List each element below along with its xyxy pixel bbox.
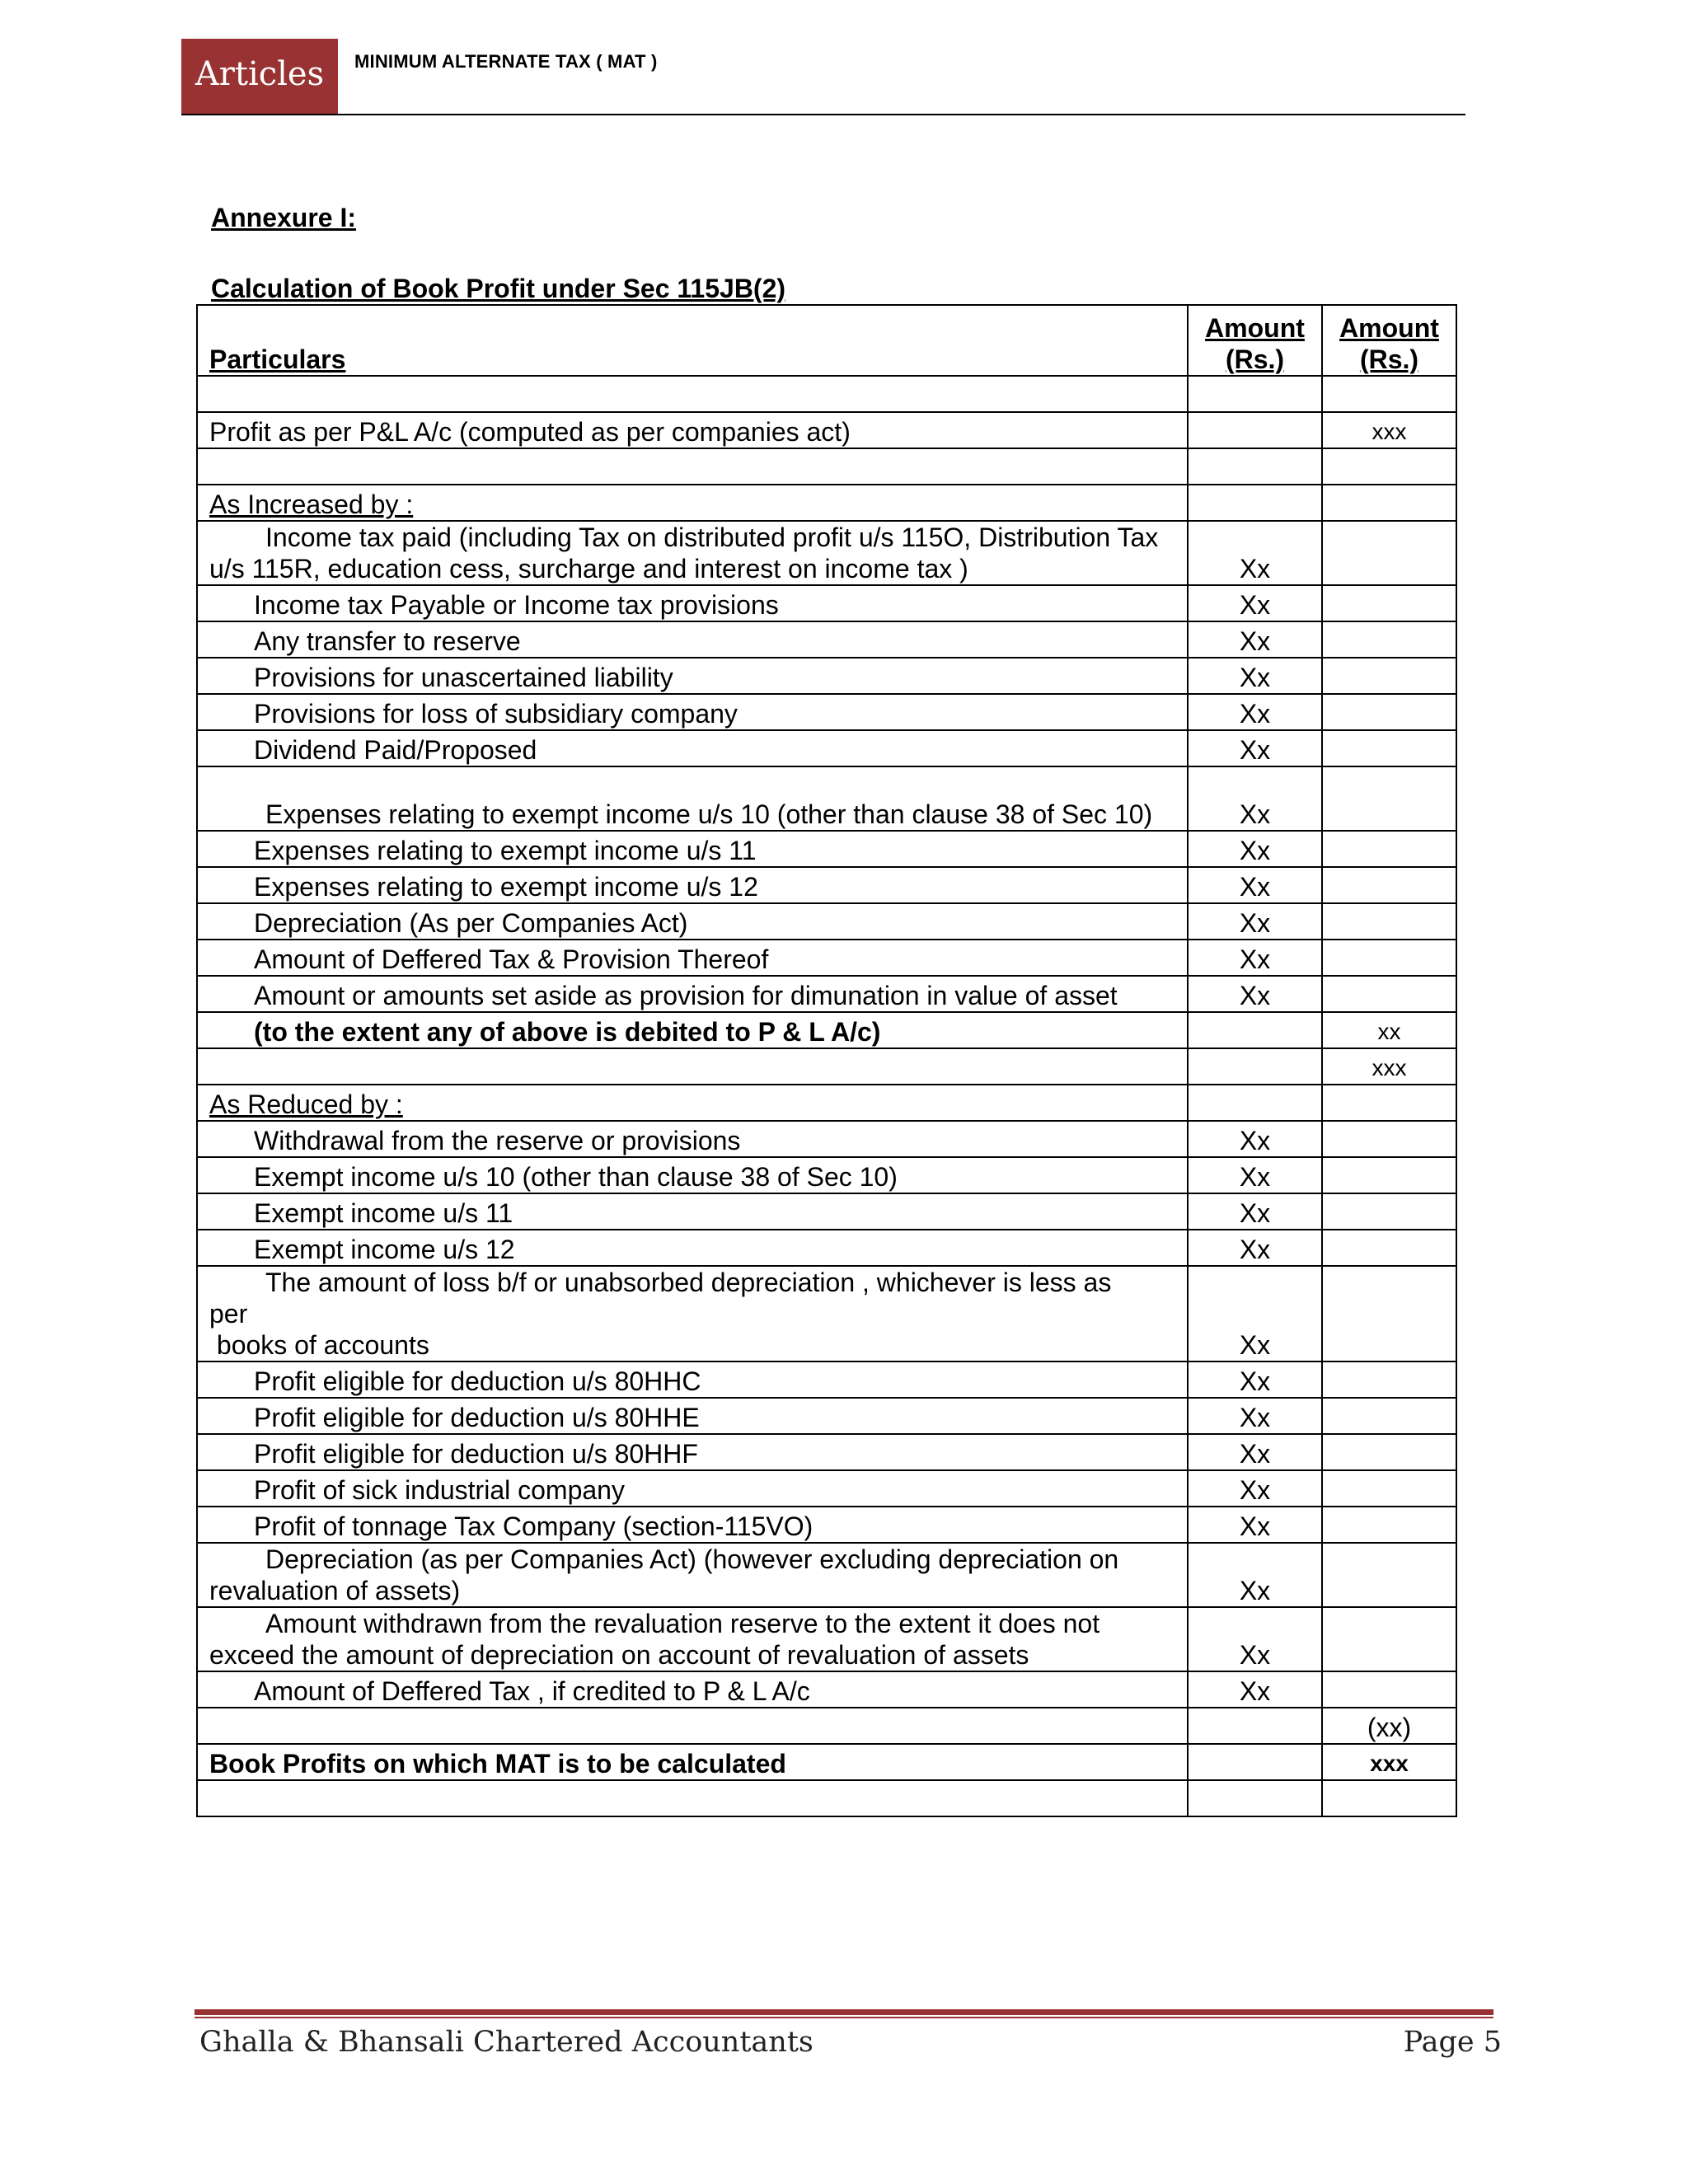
table-row — [197, 521, 1456, 585]
table-row — [197, 585, 1456, 621]
table-row — [197, 903, 1456, 940]
table-row — [197, 1361, 1456, 1398]
row-particulars: Expenses relating to exempt income u/s 12 — [197, 867, 1188, 903]
table-row — [197, 1048, 1456, 1085]
column-header-particulars: Particulars — [197, 305, 1188, 376]
table-header-row — [197, 305, 1456, 376]
row-amount-2 — [1322, 940, 1456, 976]
table-row — [197, 730, 1456, 766]
row-amount-2 — [1322, 1671, 1456, 1708]
row-amount-1: Xx — [1188, 1507, 1322, 1543]
table-row — [197, 376, 1456, 412]
row-amount-1: Xx — [1188, 766, 1322, 831]
row-amount-1: Xx — [1188, 1671, 1322, 1708]
row-particulars: Income tax Payable or Income tax provisions — [197, 585, 1188, 621]
row-amount-1: Xx — [1188, 1361, 1322, 1398]
row-amount-2 — [1322, 976, 1456, 1012]
row-amount-2 — [1322, 621, 1456, 658]
row-particulars: Dividend Paid/Proposed — [197, 730, 1188, 766]
row-amount-2 — [1322, 1193, 1456, 1230]
row-amount-2 — [1322, 585, 1456, 621]
row-amount-2 — [1322, 1607, 1456, 1671]
table-row — [197, 1607, 1456, 1671]
row-particulars: Amount of Deffered Tax & Provision Thereof — [197, 940, 1188, 976]
footer-divider-thin — [195, 2017, 1493, 2018]
row-amount-2: xx — [1322, 1012, 1456, 1048]
row-particulars: (to the extent any of above is debited to P & L A/c) — [197, 1012, 1188, 1048]
row-amount-2 — [1322, 658, 1456, 694]
row-amount-1: Xx — [1188, 694, 1322, 730]
table-row — [197, 1671, 1456, 1708]
row-amount-1 — [1188, 1048, 1322, 1085]
row-amount-1: Xx — [1188, 1434, 1322, 1470]
row-amount-1: Xx — [1188, 658, 1322, 694]
row-particulars-line-3: books of accounts — [209, 1330, 429, 1360]
section-heading-reduced: As Reduced by : — [197, 1085, 1188, 1121]
row-amount-1: Xx — [1188, 940, 1322, 976]
row-amount-1: Xx — [1188, 730, 1322, 766]
row-amount-1 — [1188, 485, 1322, 521]
row-particulars — [197, 448, 1188, 485]
header-title: MINIMUM ALTERNATE TAX ( MAT ) — [354, 51, 658, 72]
row-amount-2 — [1322, 1157, 1456, 1193]
row-amount-1 — [1188, 412, 1322, 448]
row-amount-2 — [1322, 730, 1456, 766]
row-particulars: Profit eligible for deduction u/s 80HHF — [197, 1434, 1188, 1470]
row-amount-1 — [1188, 1085, 1322, 1121]
row-amount-1 — [1188, 1744, 1322, 1780]
row-amount-1 — [1188, 448, 1322, 485]
table-row — [197, 1121, 1456, 1157]
table-row — [197, 1230, 1456, 1266]
row-particulars: Provisions for loss of subsidiary company — [197, 694, 1188, 730]
row-particulars: Exempt income u/s 10 (other than clause 38 of Sec 10) — [197, 1157, 1188, 1193]
book-profit-table — [196, 304, 1457, 1817]
row-particulars — [197, 1048, 1188, 1085]
row-particulars: Withdrawal from the reserve or provisions — [197, 1121, 1188, 1157]
row-particulars: Exempt income u/s 12 — [197, 1230, 1188, 1266]
total-row — [197, 1744, 1456, 1780]
row-amount-1: Xx — [1188, 1121, 1322, 1157]
row-amount-2 — [1322, 903, 1456, 940]
table-row — [197, 1434, 1456, 1470]
row-amount-2: (xx) — [1322, 1708, 1456, 1744]
row-amount-2 — [1322, 1085, 1456, 1121]
row-particulars: Depreciation (As per Companies Act) — [197, 903, 1188, 940]
table-row — [197, 694, 1456, 730]
total-label: Book Profits on which MAT is to be calculated — [197, 1744, 1188, 1780]
row-amount-1: Xx — [1188, 831, 1322, 867]
row-amount-2 — [1322, 1361, 1456, 1398]
row-amount-2 — [1322, 1230, 1456, 1266]
column-header-amount-1: Amount (Rs.) — [1188, 305, 1322, 376]
row-amount-1 — [1188, 376, 1322, 412]
row-amount-1: Xx — [1188, 1266, 1322, 1361]
row-amount-1: Xx — [1188, 1193, 1322, 1230]
row-particulars: Amount or amounts set aside as provision for dimunation in value of asset — [197, 976, 1188, 1012]
table-row — [197, 1780, 1456, 1816]
table-row — [197, 1543, 1456, 1607]
row-amount-2 — [1322, 521, 1456, 585]
row-particulars — [197, 1266, 1188, 1361]
row-particulars: Expenses relating to exempt income u/s 10 (other than clause 38 of Sec 10) — [197, 766, 1188, 831]
table-row — [197, 1085, 1456, 1121]
row-amount-2 — [1322, 766, 1456, 831]
table-row — [197, 1193, 1456, 1230]
row-amount-2 — [1322, 448, 1456, 485]
row-amount-1: Xx — [1188, 1398, 1322, 1434]
row-particulars-line-1: The amount of loss b/f or unabsorbed depreciation , whichever is less as — [265, 1268, 1112, 1297]
table-row — [197, 1398, 1456, 1434]
row-particulars: Amount withdrawn from the revaluation reserve to the extent it does not exceed the amount of depreciation on account of revaluation of assets — [197, 1607, 1188, 1671]
row-amount-2 — [1322, 694, 1456, 730]
row-amount-1: Xx — [1188, 585, 1322, 621]
total-amount: xxx — [1322, 1744, 1456, 1780]
row-amount-2 — [1322, 1507, 1456, 1543]
row-amount-2: xxx — [1322, 1048, 1456, 1085]
row-particulars: Exempt income u/s 11 — [197, 1193, 1188, 1230]
row-particulars: Profit as per P&L A/c (computed as per companies act) — [197, 412, 1188, 448]
row-amount-1 — [1188, 1012, 1322, 1048]
row-amount-2 — [1322, 831, 1456, 867]
table-row — [197, 867, 1456, 903]
table-title: Calculation of Book Profit under Sec 115JB(2) — [211, 274, 786, 303]
header-divider — [181, 114, 1465, 115]
row-amount-2 — [1322, 1470, 1456, 1507]
row-amount-1 — [1188, 1708, 1322, 1744]
row-particulars: Expenses relating to exempt income u/s 11 — [197, 831, 1188, 867]
table-row — [197, 485, 1456, 521]
row-amount-1: Xx — [1188, 1607, 1322, 1671]
header-tab — [181, 39, 338, 115]
footer-page-number: Page 5 — [1403, 2026, 1502, 2059]
row-amount-2 — [1322, 1398, 1456, 1434]
row-amount-1: Xx — [1188, 903, 1322, 940]
row-particulars — [197, 376, 1188, 412]
footer-firm-name: Ghalla & Bhansali Chartered Accountants — [199, 2026, 814, 2059]
table-row — [197, 976, 1456, 1012]
row-particulars: Depreciation (as per Companies Act) (however excluding depreciation on revaluation of assets) — [197, 1543, 1188, 1607]
table-row — [197, 766, 1456, 831]
row-amount-1: Xx — [1188, 1470, 1322, 1507]
row-particulars: Profit of sick industrial company — [197, 1470, 1188, 1507]
row-amount-2 — [1322, 1543, 1456, 1607]
row-amount-1: Xx — [1188, 976, 1322, 1012]
row-amount-2 — [1322, 867, 1456, 903]
row-amount-2 — [1322, 1121, 1456, 1157]
table-row — [197, 831, 1456, 867]
row-particulars: Amount of Deffered Tax , if credited to P & L A/c — [197, 1671, 1188, 1708]
row-amount-1: Xx — [1188, 1230, 1322, 1266]
row-amount-2 — [1322, 1780, 1456, 1816]
table-row — [197, 621, 1456, 658]
column-header-amount-2: Amount (Rs.) — [1322, 305, 1456, 376]
row-amount-1: Xx — [1188, 521, 1322, 585]
table-row — [197, 1012, 1456, 1048]
row-amount-1 — [1188, 1780, 1322, 1816]
section-heading-increased: As Increased by : — [197, 485, 1188, 521]
row-particulars: Income tax paid (including Tax on distributed profit u/s 115O, Distribution Tax u/s 115R, education cess, surcharge and interest on income tax ) — [197, 521, 1188, 585]
annexure-label: Annexure I: — [211, 203, 357, 232]
row-particulars: Provisions for unascertained liability — [197, 658, 1188, 694]
table-row — [197, 1470, 1456, 1507]
table-row — [197, 1507, 1456, 1543]
footer-divider-thick — [195, 2009, 1493, 2015]
row-particulars: Profit of tonnage Tax Company (section-115VO) — [197, 1507, 1188, 1543]
table-row — [197, 658, 1456, 694]
table-row — [197, 1266, 1456, 1361]
row-amount-1: Xx — [1188, 867, 1322, 903]
table-row — [197, 940, 1456, 976]
row-amount-2 — [1322, 485, 1456, 521]
row-amount-1: Xx — [1188, 621, 1322, 658]
header-tab-label: Articles — [195, 55, 325, 93]
table-row — [197, 448, 1456, 485]
table-row — [197, 1157, 1456, 1193]
row-amount-2 — [1322, 376, 1456, 412]
row-particulars: Profit eligible for deduction u/s 80HHE — [197, 1398, 1188, 1434]
row-particulars-line-2: per — [209, 1299, 248, 1329]
row-amount-1: Xx — [1188, 1543, 1322, 1607]
row-amount-1: Xx — [1188, 1157, 1322, 1193]
row-amount-2 — [1322, 1434, 1456, 1470]
row-amount-2 — [1322, 1266, 1456, 1361]
table-row — [197, 1708, 1456, 1744]
row-particulars — [197, 1780, 1188, 1816]
row-particulars — [197, 1708, 1188, 1744]
table-row — [197, 412, 1456, 448]
row-amount-2: xxx — [1322, 412, 1456, 448]
row-particulars: Profit eligible for deduction u/s 80HHC — [197, 1361, 1188, 1398]
row-particulars: Any transfer to reserve — [197, 621, 1188, 658]
